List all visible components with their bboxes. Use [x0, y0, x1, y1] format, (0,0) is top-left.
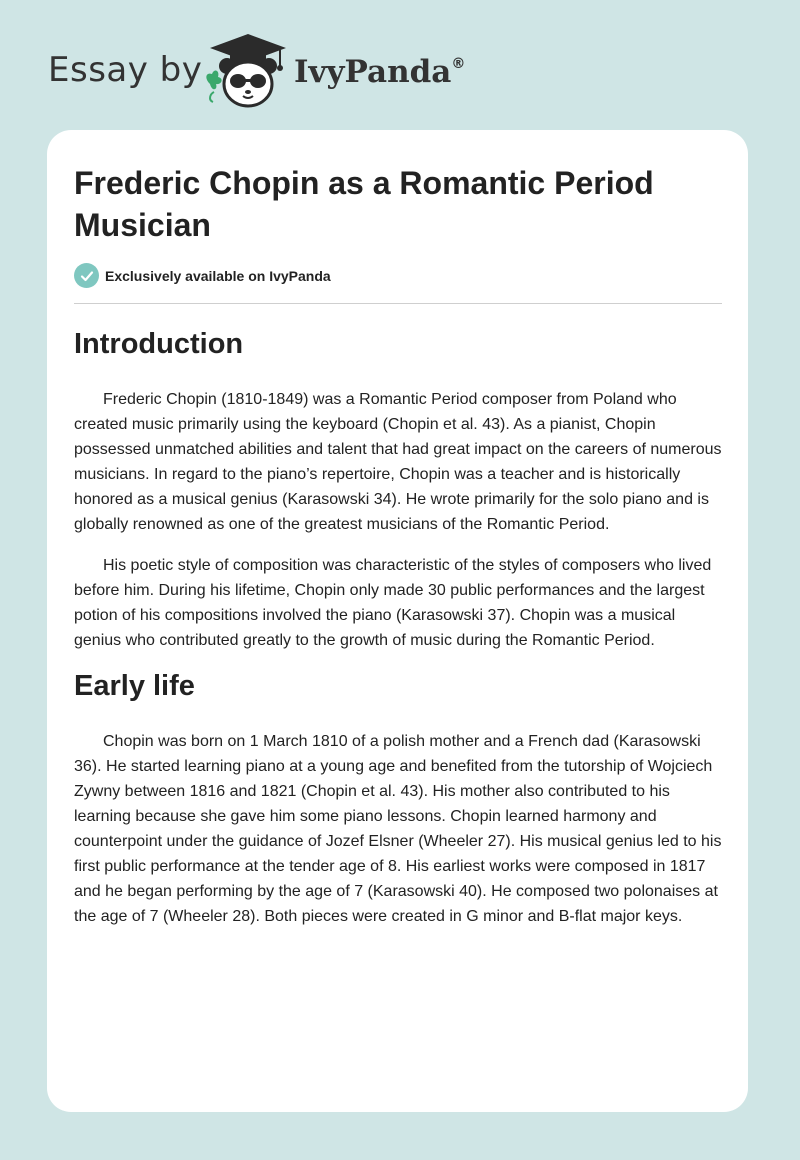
- paragraph: Chopin was born on 1 March 1810 of a polish mother and a French dad (Karasowski 36). He started learning piano at a young age and benefited from the tutorship of Wojciech Zywny between 1816 and 1821 (Chopin et al. 43). His mother also contributed to his learning because she gave him some piano lessons. Chopin learned harmony and counterpoint under the guidance of Jozef Elsner (Wheeler 27). His musical genius led to his first public performance at the tender age of 8. His earliest works were composed in 1817 and he began performing by the age of 7 (Karasowski 40). He composed two polonaises at the age of 7 (Wheeler 28). Both pieces were created in G minor and B-flat major keys.: [74, 733, 722, 925]
- essay-by-label: Essay by: [48, 50, 203, 90]
- essay-body: [74, 322, 724, 929]
- section-heading: Early life: [74, 670, 195, 702]
- paragraph: His poetic style of composition was characteristic of the styles of composers who lived before him. During his lifetime, Chopin only made 30 public performances and the largest potion of his compositions involved the piano (Karasowski 37). Chopin was a musical genius who contributed greatly to the growth of music during the Romantic Period.: [74, 557, 712, 649]
- site-header: [48, 32, 748, 112]
- section-heading: Introduction: [74, 328, 244, 360]
- paragraph: Frederic Chopin (1810-1849) was a Romantic Period composer from Poland who created music primarily using the keyboard (Chopin et al. 43). As a pianist, Chopin possessed unmatched abilities and talent that had great impact on the careers of numerous musicians. In regard to the piano’s repertoire, Chopin was a teacher and is historically honored as a musical genius (Karasowski 34). He wrote primarily for the solo piano and is globally renowned as one of the greatest musicians of the Romantic Period.: [74, 391, 722, 533]
- brand-label: IvyPanda: [294, 54, 452, 90]
- exclusive-badge: [74, 263, 331, 288]
- registered-mark: ®: [451, 56, 466, 72]
- panda-logo-icon[interactable]: [200, 32, 296, 110]
- essay-title: Frederic Chopin as a Romantic Period Musician: [74, 165, 654, 243]
- badge-text: Exclusively available on IvyPanda: [105, 267, 331, 284]
- divider: [74, 303, 722, 304]
- brand-name[interactable]: [294, 54, 465, 90]
- essay-card: [47, 130, 748, 1112]
- check-circle-icon: [74, 263, 99, 288]
